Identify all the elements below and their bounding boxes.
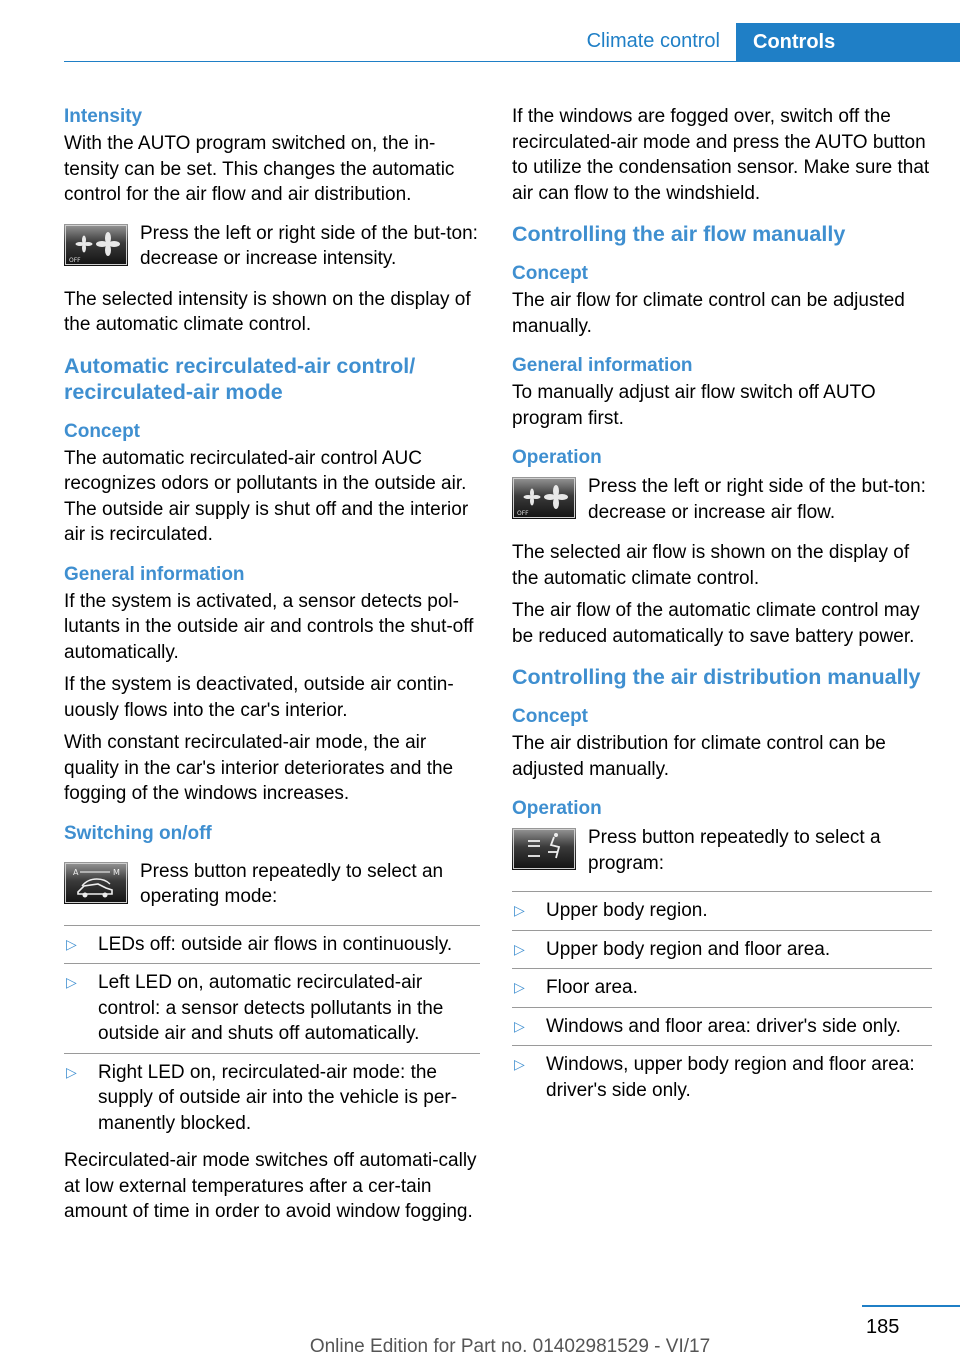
general-paragraph-3: With constant recirculated-air mode, the air quality in the car's interior deteriorates and the fogging of the windows increases.	[64, 732, 454, 804]
triangle-bullet-icon: ▷	[66, 974, 77, 990]
switching-button-text: Press button repeatedly to select an operating mode:	[140, 860, 444, 907]
list-item-text: Windows and floor area: driver's side only.	[546, 1015, 901, 1037]
right-column	[512, 104, 932, 1115]
air-flow-button-text: Press the left or right side of the but‐ton: decrease or increase air flow.	[588, 476, 926, 523]
general-information-heading: General information	[64, 563, 245, 585]
recirculation-button-icon	[64, 862, 128, 904]
air-flow-concept-paragraph: The air flow for climate control can be adjusted manually.	[512, 290, 905, 337]
list-item	[64, 925, 480, 964]
list-item-text: Upper body region and floor area.	[546, 938, 831, 960]
header-rule	[64, 61, 960, 62]
triangle-bullet-icon: ▷	[66, 1063, 77, 1080]
edition-footer: Online Edition for Part no. 01402981529 - VI/17	[309, 1336, 711, 1357]
air-flow-concept-heading: Concept	[512, 263, 588, 284]
general-paragraph-2: If the system is deactivated, outside air contin‐uously flows into the car's interior.	[64, 674, 454, 721]
air-flow-heading: Controlling the air flow manually	[512, 222, 846, 246]
svg-text:OFF: OFF	[69, 256, 81, 264]
air-distribution-program-list	[512, 891, 932, 1109]
triangle-bullet-icon: ▷	[514, 902, 525, 918]
svg-text:OFF: OFF	[517, 510, 529, 517]
header-section-title: Climate control	[586, 30, 720, 52]
intensity-paragraph: With the AUTO program switched on, the in‐tensity can be set. This changes the automatic control for the air flow and air distribution.	[64, 133, 455, 205]
svg-text:A: A	[73, 867, 79, 877]
list-item-text: Upper body region.	[546, 900, 708, 921]
header-chapter-tab: Controls	[736, 23, 960, 62]
intensity-display-paragraph: The selected intensity is shown on the display of the automatic climate control.	[64, 288, 471, 335]
list-item	[512, 930, 932, 969]
list-item	[64, 1053, 480, 1143]
air-flow-battery-paragraph: The air flow of the automatic climate control may be reduced automatically to save battery power.	[512, 600, 920, 647]
list-item-text: Floor area.	[546, 977, 638, 998]
recirculated-air-heading: Automatic recirculated-air control/ recirculated-air mode	[64, 353, 416, 404]
air-distribution-button-row	[512, 825, 932, 876]
air-distribution-concept-paragraph: The air distribution for climate control can be adjusted manually.	[512, 733, 886, 780]
fog-paragraph: If the windows are fogged over, switch off the recirculated-air mode and press the AUTO button to utilize the condensation sensor. Make sure that air can flow to the windshield.	[512, 106, 930, 204]
triangle-bullet-icon: ▷	[514, 1017, 525, 1034]
fan-button-icon	[64, 224, 128, 266]
air-distribution-heading: Controlling the air distribution manually	[512, 665, 921, 689]
air-flow-general-paragraph: To manually adjust air flow switch off AUTO program first.	[512, 382, 876, 429]
intensity-button-row	[64, 221, 480, 272]
intensity-button-text: Press the left or right side of the but‐ton: decrease or increase intensity.	[140, 222, 478, 269]
triangle-bullet-icon: ▷	[514, 940, 525, 957]
air-distribution-button-icon	[512, 828, 576, 870]
list-item-text: Right LED on, recirculated-air mode: the supply of outside air into the vehicle is per‐manently blocked.	[98, 1061, 458, 1134]
switching-paragraph: Recirculated-air mode switches off automati‐cally at low external temperatures after a cer‐tain amount of time in order to avoid window fogging.	[64, 1150, 477, 1222]
list-item	[512, 968, 932, 1007]
page-number: 185	[866, 1316, 900, 1338]
intensity-heading: Intensity	[64, 106, 143, 127]
air-flow-general-heading: General information	[512, 355, 693, 376]
list-item-text: Windows, upper body region and floor area: driver's side only.	[546, 1054, 915, 1101]
left-column	[64, 104, 480, 1232]
list-item	[64, 963, 480, 1053]
fan-button-icon	[512, 477, 576, 519]
general-paragraph-1: If the system is activated, a sensor detects pol‐lutants in the outside air and controls the shut‐off automatically.	[64, 590, 474, 663]
triangle-bullet-icon: ▷	[514, 979, 525, 995]
page-number-rule	[862, 1305, 960, 1307]
list-item-text: Left LED on, automatic recirculated-air control: a sensor detects pollutants in the outside air and shuts off automatically.	[98, 972, 444, 1044]
switching-mode-list	[64, 925, 480, 1143]
air-distribution-button-text: Press button repeatedly to select a program:	[588, 827, 881, 874]
svg-text:M: M	[113, 867, 120, 877]
air-distribution-concept-heading: Concept	[512, 706, 588, 727]
concept-paragraph: The automatic recirculated-air control AUC recognizes odors or pollutants in the outside air. The outside air supply is shut off and the interior air is recirculated.	[64, 447, 469, 545]
triangle-bullet-icon: ▷	[66, 935, 77, 952]
concept-heading: Concept	[64, 420, 140, 442]
air-flow-display-paragraph: The selected air flow is shown on the display of the automatic climate control.	[512, 542, 910, 589]
air-flow-operation-heading: Operation	[512, 447, 602, 468]
triangle-bullet-icon: ▷	[514, 1056, 525, 1072]
list-item-text: LEDs off: outside air flows in continuously.	[98, 933, 453, 955]
air-flow-button-row	[512, 474, 932, 525]
list-item	[512, 1045, 932, 1109]
air-distribution-operation-heading: Operation	[512, 798, 602, 819]
list-item	[512, 891, 932, 930]
switching-heading: Switching on/off	[64, 822, 212, 844]
list-item	[512, 1007, 932, 1046]
switching-button-row	[64, 859, 480, 910]
